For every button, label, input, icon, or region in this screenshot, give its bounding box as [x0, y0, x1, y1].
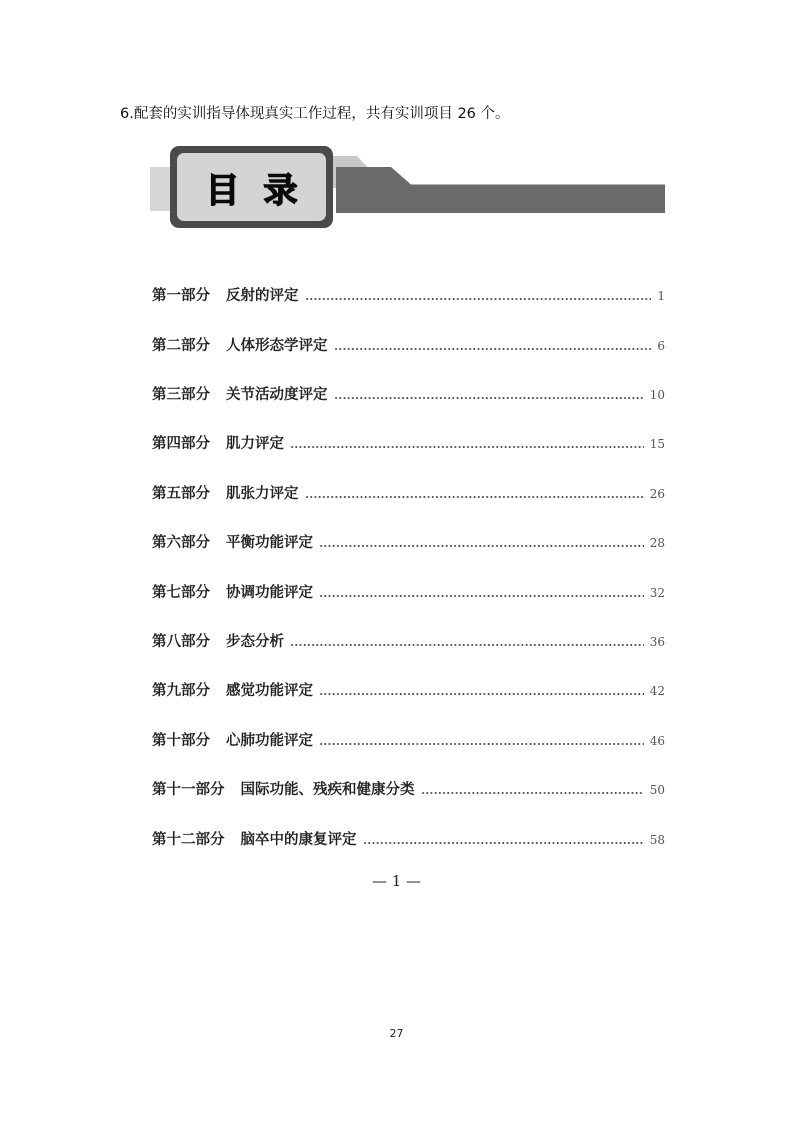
toc-page-number: 1: [657, 289, 665, 303]
toc-dot-leader: [290, 444, 644, 450]
toc-page-number: 46: [649, 734, 665, 748]
toc-title: 心肺功能评定: [226, 732, 313, 749]
toc-title: 平衡功能评定: [226, 534, 313, 551]
toc-dot-leader: [421, 790, 644, 796]
toc-title: 肌力评定: [226, 435, 284, 452]
toc-dot-leader: [290, 642, 644, 648]
document-page-number: 27: [389, 1027, 404, 1040]
toc-title: 肌张力评定: [226, 485, 299, 502]
toc-entry[interactable]: [152, 284, 665, 308]
toc-title: 反射的评定: [226, 287, 299, 304]
toc-title: 协调功能评定: [226, 584, 313, 601]
toc-page-number: 26: [649, 487, 665, 501]
toc-entry[interactable]: [152, 828, 665, 852]
toc-dot-leader: [334, 346, 652, 352]
toc-entry[interactable]: [152, 482, 665, 506]
toc-page-number: 32: [649, 586, 665, 600]
toc-page-number: 58: [649, 833, 665, 847]
toc-dot-leader: [319, 593, 644, 599]
toc-title: 脑卒中的康复评定: [240, 831, 357, 848]
toc-title: 步态分析: [226, 633, 284, 650]
toc-page-number: 50: [649, 783, 665, 797]
banner-title-char-1: 目: [205, 170, 240, 211]
toc-entry[interactable]: [152, 778, 665, 802]
toc-part-label: 第七部分: [152, 584, 210, 601]
toc-dot-leader: [305, 494, 644, 500]
toc-page-number: 42: [649, 684, 665, 698]
toc-part-label: 第八部分: [152, 633, 210, 650]
banner-title-inner: [177, 153, 326, 221]
toc-part-label: 第五部分: [152, 485, 210, 502]
banner-title-char-2: 录: [263, 170, 298, 211]
toc-dot-leader: [363, 840, 644, 846]
toc-entry[interactable]: [152, 630, 665, 654]
toc-dot-leader: [319, 543, 644, 549]
toc-entry[interactable]: [152, 581, 665, 605]
banner-dark-bar: [336, 167, 665, 213]
inner-page-number: — 1 —: [371, 872, 422, 890]
toc-part-label: 第一部分: [152, 287, 210, 304]
toc-entry[interactable]: [152, 432, 665, 456]
toc-entry[interactable]: [152, 679, 665, 703]
toc-part-label: 第十一部分: [152, 781, 225, 798]
toc-title: 国际功能、残疾和健康分类: [240, 781, 415, 798]
banner-left-tab: [150, 167, 170, 211]
toc-dot-leader: [334, 395, 644, 401]
toc-dot-leader: [319, 741, 644, 747]
toc-entry[interactable]: [152, 334, 665, 358]
toc-title: 感觉功能评定: [226, 682, 313, 699]
toc-dot-leader: [319, 691, 644, 697]
toc-banner: [150, 146, 665, 230]
toc-part-label: 第二部分: [152, 337, 210, 354]
toc-part-label: 第十二部分: [152, 831, 225, 848]
toc-title: 人体形态学评定: [226, 337, 328, 354]
toc-part-label: 第四部分: [152, 435, 210, 452]
toc-part-label: 第六部分: [152, 534, 210, 551]
intro-text: 6.配套的实训指导体现真实工作过程，共有实训项目 26 个。: [120, 106, 510, 122]
toc-page-number: 28: [649, 536, 665, 550]
toc-entry[interactable]: [152, 383, 665, 407]
toc-title: 关节活动度评定: [226, 386, 328, 403]
toc-entry[interactable]: [152, 531, 665, 555]
toc-part-label: 第十部分: [152, 732, 210, 749]
toc-part-label: 第九部分: [152, 682, 210, 699]
toc-page-number: 15: [649, 437, 665, 451]
toc-part-label: 第三部分: [152, 386, 210, 403]
toc-page-number: 6: [657, 339, 665, 353]
banner-title-box: [170, 146, 333, 228]
toc-page-number: 10: [649, 388, 665, 402]
toc-page-number: 36: [649, 635, 665, 649]
toc-dot-leader: [305, 296, 652, 302]
toc-entry[interactable]: [152, 729, 665, 753]
